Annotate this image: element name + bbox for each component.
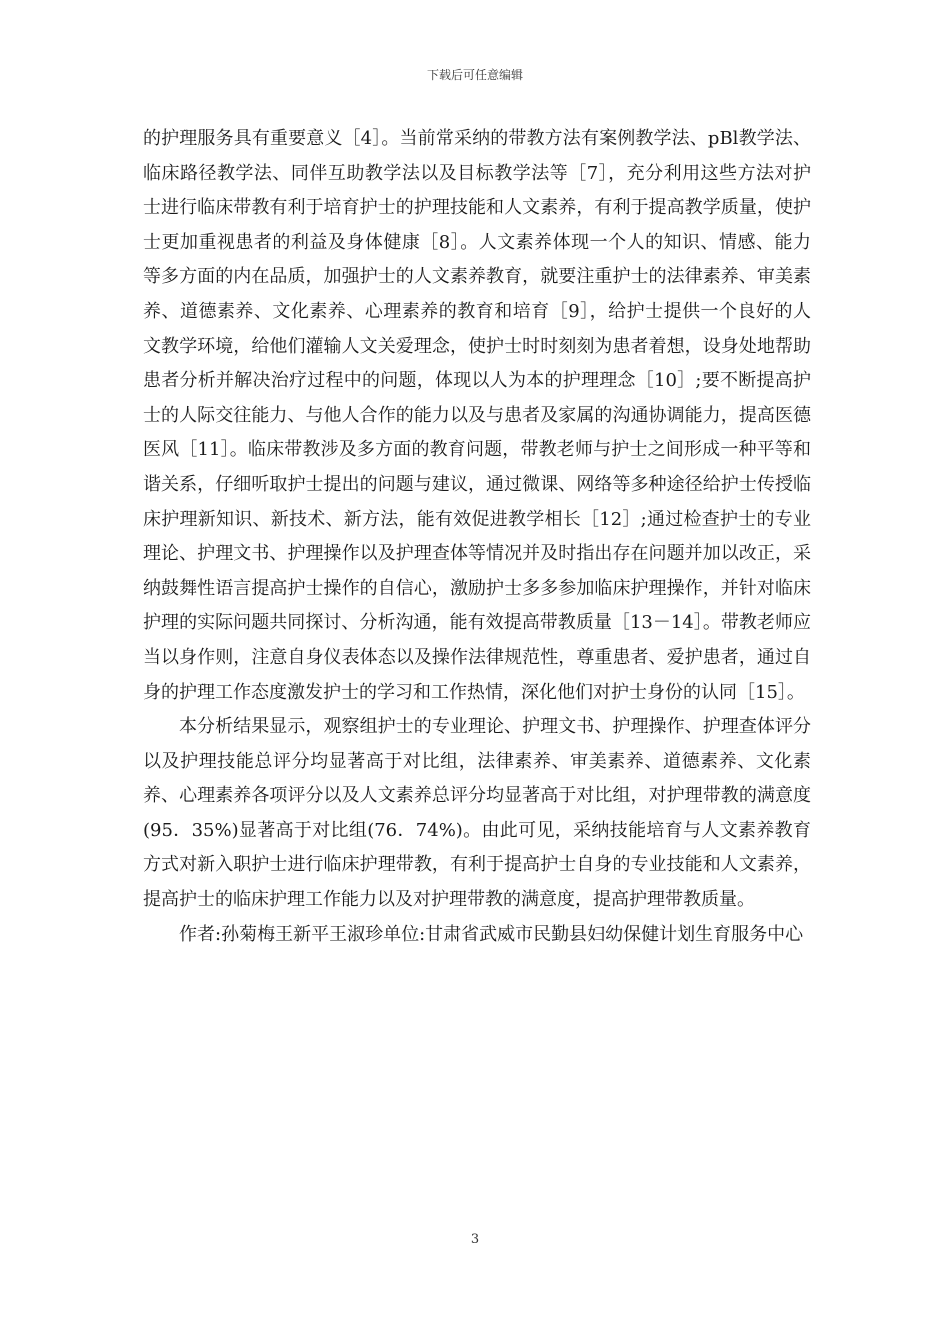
page-header-note: 下载后可任意编辑 (426, 68, 523, 82)
paragraph-author-affiliation: 作者:孙菊梅王新平王淑珍单位:甘肃省武威市民勤县妇幼保健计划生育服务中心 (179, 923, 804, 945)
paragraph-continuation: 的护理服务具有重要意义［4］。当前常采纳的带教方法有案例教学法、pBl教学法、临床路径教学法、同伴互助教学法以及目标教学法等［7］，充分利用这些方法对护士进行临床带教有利于培育护士的护理技能和人文素养，有利于提高教学质量，使护士更加重视患者的利益及身体健康［8］。人文素养体现一个人的知识、情感、能力等多方面的内在品质，加强护士的人文素养教育，就要注重护士的法律素养、审美素养、道德素养、文化素养、心理素养的教育和培育［9］，给护士提供一个良好的人文教学环境，给他们灌输人文关爱理念，使护士时时刻刻为患者着想，设身处地帮助患者分析并解决治疗过程中的问题，体现以人为本的护理理念［10］;要不断提高护士的人际交往能力、与他人合作的能力以及与患者及家属的沟通协调能力，提高医德医风［11］。临床带教涉及多方面的教育问题，带教老师与护士之间形成一种平等和谐关系，仔细听取护士提出的问题与建议，通过微课、网络等多种途径给护士传授临床护理新知识、新技术、新方法，能有效促进教学相长［12］;通过检查护士的专业理论、护理文书、护理操作以及护理查体等情况并及时指出存在问题并加以改正，采纳鼓舞性语言提高护士操作的自信心，激励护士多多参加临床护理操作，并针对临床护理的实际问题共同探讨、分析沟通，能有效提高带教质量［13－14］。带教老师应当以身作则，注意自身仪表体态以及操作法律规范性，尊重患者、爱护患者，通过自身的护理工作态度激发护士的学习和工作热情，深化他们对护士身份的认同［15］。 (143, 128, 811, 703)
paragraph-results: 本分析结果显示，观察组护士的专业理论、护理文书、护理操作、护理查体评分以及护理技能总评分均显著高于对比组，法律素养、审美素养、道德素养、文化素养、心理素养各项评分以及人文素养总评分均显著高于对比组，对护理带教的满意度(95．35%)显著高于对比组(76．74%)。由此可见，采纳技能培育与人文素养教育方式对新入职护士进行临床护理带教，有利于提高护士自身的专业技能和人文素养，提高护士的临床护理工作能力以及对护理带教的满意度，提高护理带教质量。 (143, 716, 811, 911)
document-body (143, 122, 811, 952)
page-number: 3 (470, 1232, 480, 1247)
